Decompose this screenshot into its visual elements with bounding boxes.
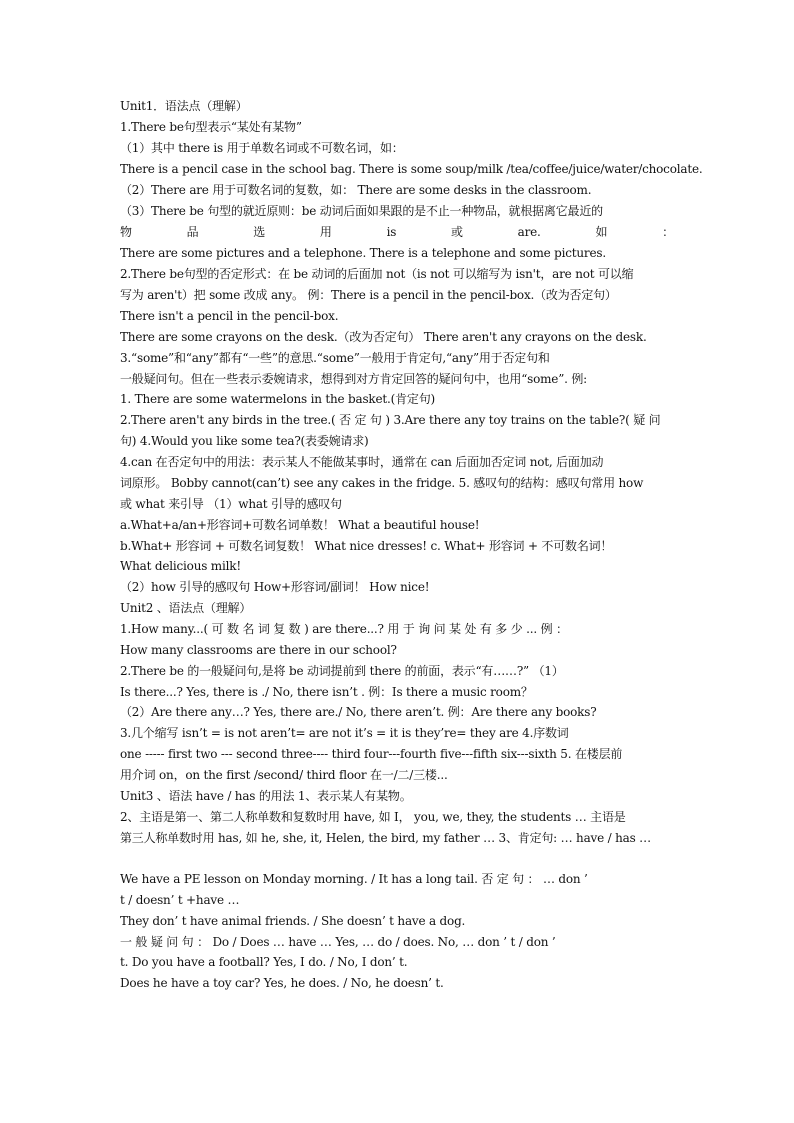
text-line: 或 what 来引导 （1）what 引导的感叹句 [120,497,342,511]
word: 或 [451,225,463,239]
text-line: a.What+a/an+形容词+可数名词单数！ What a beautiful house! [120,518,480,532]
word: 物 [120,225,132,239]
text-line: There are some crayons on the desk.（改为否定句） There aren't any crayons on the desk. [120,330,647,344]
text-line: （3）There be 句型的就近原则：be 动词后面如果跟的是不止一种物品，就根据离它最近的 [120,204,603,218]
text-line: 一般疑问句。但在一些表示委婉请求，想得到对方肯定回答的疑问句中，也用“some”. 例: [120,372,588,386]
text-line: t / doesn’ t +have … [120,893,240,907]
text-line: one ----- first two --- second three---- third four---fourth five---fifth six---sixth 5. 在楼层前 [120,747,623,761]
text-line: 2.There aren't any birds in the tree.( 否 定 句 ) 3.Are there any toy trains on the table?( 疑 问 [120,413,661,427]
text-line: 2.There be句型的否定形式：在 be 动词的后面加 not（is not 可以缩写为 isn't，are not 可以缩 [120,267,634,281]
text-line: （2）Are there any…? Yes, there are./ No, there aren’t. 例：Are there any books? [120,705,597,719]
text-line: 1. There are some watermelons in the basket.(肯定句) [120,392,435,406]
text-line: 1.How many...( 可 数 名 词 复 数 ) are there...? 用 于 询 问 某 处 有 多 少 ... 例 ： [120,622,568,636]
text-line: t. Do you have a football? Yes, I do. / No, I don’ t. [120,955,408,969]
text-line: Does he have a toy car? Yes, he does. / No, he doesn’ t. [120,976,444,990]
text-line: 4.can 在否定句中的用法：表示某人不能做某事时，通常在 can 后面加否定词 not, 后面加动 [120,455,604,469]
text-line: （2）There are 用于可数名词的复数，如： There are some desks in the classroom. [120,183,592,197]
justified-text-line [120,222,674,242]
text-line: 句) 4.Would you like some tea?(表委婉请求) [120,434,369,448]
text-line: How many classrooms are there in our school? [120,643,397,657]
unit3-heading: Unit3 、语法 have / has 的用法 1、表示某人有某物。 [120,789,412,803]
text-line: 词原形。 Bobby cannot(can’t) see any cakes in the fridge. 5. 感叹句的结构：感叹句常用 how [120,476,644,490]
text-line: We have a PE lesson on Monday morning. / It has a long tail. 否 定 句 ： … don ’ [120,872,588,886]
word: ： [662,225,674,239]
text-line: 一 般 疑 问 句 ： Do / Does … have … Yes, … do / does. No, … don ’ t / don ’ [120,935,556,949]
word: 品 [186,225,199,239]
unit2-heading: Unit2 、语法点（理解） [120,601,252,615]
text-line: 用介词 on，on the first /second/ third floor 在一/二/三楼... [120,768,448,782]
text-line: They don’ t have animal friends. / She doesn’ t have a dog. [120,914,466,928]
unit1-heading: Unit1．语法点（理解） [120,99,248,113]
word: is [386,225,397,239]
word: 用 [319,225,332,239]
text-line: 第三人称单数时用 has, 如 he, she, it, Helen, the bird, my father … 3、肯定句: … have / has … [120,831,651,845]
text-line: b.What+ 形容词 + 可数名词复数！ What nice dresses! c. What+ 形容词 + 不可数名词！ [120,539,613,553]
text-line: What delicious milk! [120,559,241,573]
text-line: There are some pictures and a telephone. There is a telephone and some pictures. [120,246,606,260]
word: 选 [253,225,266,239]
word: are. [517,225,541,239]
text-line: Is there...? Yes, there is ./ No, there isn’t . 例：Is there a music room？ [120,685,533,699]
text-line: There isn't a pencil in the pencil-box. [120,309,339,323]
text-line: 3.“some”和“any”都有“一些”的意思.“some”一般用于肯定句,“any”用于否定句和 [120,351,550,365]
text-line: （2）how 引导的感叹句 How+形容词/副词！ How nice! [120,580,430,594]
text-line: 1.There be句型表示“某处有某物” [120,120,302,134]
text-line: 写为 aren't）把 some 改成 any。 例：There is a pencil in the pencil-box.（改为否定句） [120,288,617,302]
text-line: （1）其中 there is 用于单数名词或不可数名词，如： [120,141,404,155]
text-line: 2.There be 的一般疑问句,是将 be 动词提前到 there 的前面，表示“有……?” （1） [120,664,564,678]
text-line: There is a pencil case in the school bag. There is some soup/milk /tea/coffee/juice/water/chocolate. [120,162,703,176]
text-line: 2、主语是第一、第二人称单数和复数时用 have, 如 I， you, we, they, the students … 主语是 [120,810,626,824]
text-line: 3.几个缩写 isn’t = is not aren’t= are not it’s = it is they’re= they are 4.序数词 [120,726,569,740]
word: 如 [595,225,608,239]
